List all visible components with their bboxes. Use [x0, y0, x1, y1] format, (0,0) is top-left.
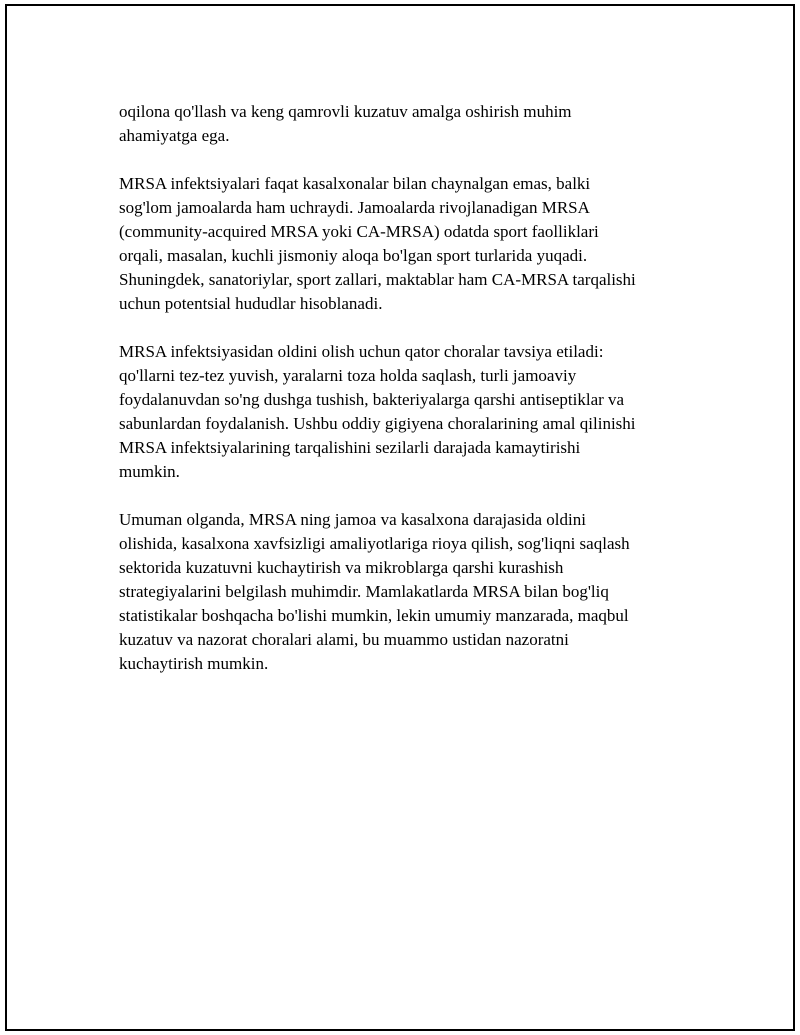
text-line: MRSA infektsiyalarining tarqalishini sezilarli darajada kamaytirishi: [119, 438, 581, 457]
text-line: sog'lom jamoalarda ham uchraydi. Jamoalarda rivojlanadigan MRSA: [119, 198, 590, 217]
text-line: sektorida kuzatuvni kuchaytirish va mikroblarga qarshi kurashish: [119, 558, 564, 577]
text-line: strategiyalarini belgilash muhimdir. Mamlakatlarda MRSA bilan bog'liq: [119, 582, 609, 601]
paragraph-4: [119, 508, 693, 676]
text-line: statistikalar boshqacha bo'lishi mumkin, lekin umumiy manzarada, maqbul: [119, 606, 629, 625]
text-line: orqali, masalan, kuchli jismoniy aloqa bo'lgan sport turlarida yuqadi.: [119, 246, 588, 265]
paragraph-1: [119, 100, 693, 148]
text-line: Shuningdek, sanatoriylar, sport zallari, maktablar ham CA-MRSA tarqalishi: [119, 270, 636, 289]
text-line: olishida, kasalxona xavfsizligi amaliyotlariga rioya qilish, sog'liqni saqlash: [119, 534, 630, 553]
text-line: Umuman olganda, MRSA ning jamoa va kasalxona darajasida oldini: [119, 510, 586, 529]
text-line: qo'llarni tez-tez yuvish, yaralarni toza holda saqlash, turli jamoaviy: [119, 366, 577, 385]
document-body: [119, 100, 693, 700]
paragraph-2: [119, 172, 693, 316]
text-line: uchun potentsial hududlar hisoblanadi.: [119, 294, 383, 313]
text-line: ahamiyatga ega.: [119, 126, 230, 145]
text-line: foydalanuvdan so'ng dushga tushish, bakteriyalarga qarshi antiseptiklar va: [119, 390, 625, 409]
text-line: oqilona qo'llash va keng qamrovli kuzatuv amalga oshirish muhim: [119, 102, 572, 121]
text-line: (community-acquired MRSA yoki CA-MRSA) odatda sport faolliklari: [119, 222, 599, 241]
text-line: sabunlardan foydalanish. Ushbu oddiy gigiyena choralarining amal qilinishi: [119, 414, 636, 433]
text-line: MRSA infektsiyalari faqat kasalxonalar bilan chaynalgan emas, balki: [119, 174, 591, 193]
text-line: mumkin.: [119, 462, 180, 481]
paragraph-3: [119, 340, 693, 484]
document-page: [5, 4, 795, 1031]
text-line: MRSA infektsiyasidan oldini olish uchun qator choralar tavsiya etiladi:: [119, 342, 604, 361]
text-line: kuchaytirish mumkin.: [119, 654, 269, 673]
text-line: kuzatuv va nazorat choralari alami, bu muammo ustidan nazoratni: [119, 630, 569, 649]
